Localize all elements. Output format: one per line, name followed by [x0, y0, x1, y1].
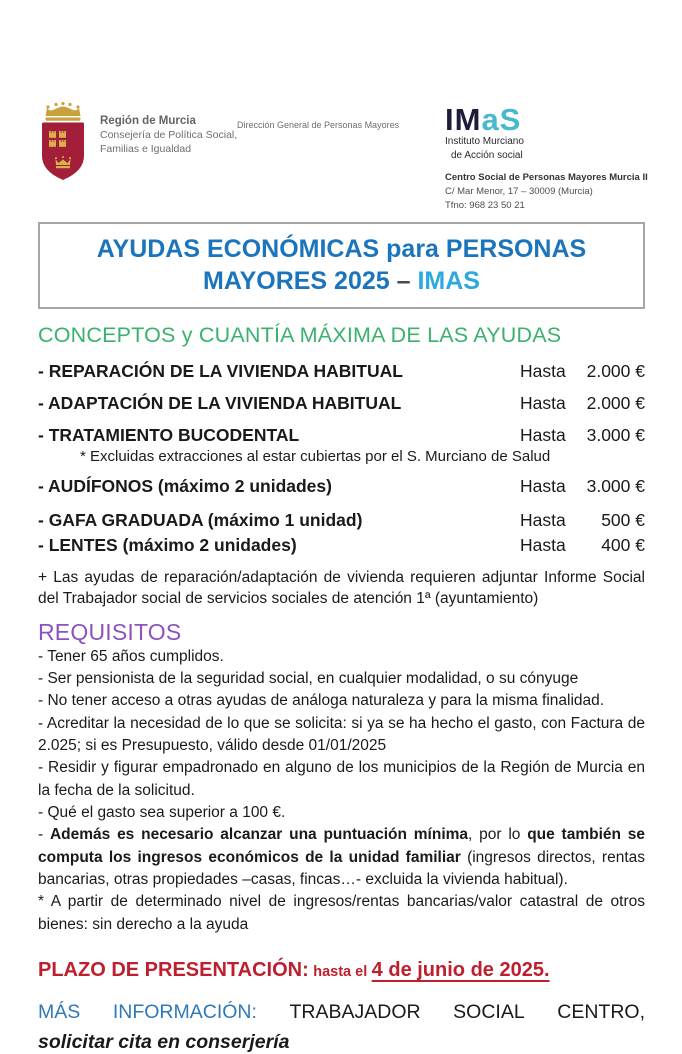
req7-seg2-bold: Además es necesario alcanzar una puntuación mínima [49, 826, 469, 844]
centro-social-block [445, 171, 648, 212]
req7-seg5: (ingresos directos, rentas bancarias, otras propiedades –casas, fincas…- excluida la vivienda habitual). [38, 848, 646, 888]
region-name: Región de Murcia [100, 115, 196, 127]
concept-row [38, 425, 645, 446]
centro-name: Centro Social de Personas Mayores Murcia II [445, 172, 648, 183]
amount-value: 3.000 € [586, 425, 645, 445]
concept-amount [520, 535, 645, 556]
title-box [38, 222, 645, 309]
requisito-item: - Residir y figurar empadronado en alguno de los municipios de la Región de Murcia en la fecha de la solicitud. [38, 759, 645, 799]
requisito-item: - Tener 65 años cumplidos. [38, 647, 224, 665]
mas-info-word4: SOCIAL [453, 1000, 525, 1023]
concept-label: - TRATAMIENTO BUCODENTAL [38, 425, 300, 445]
amount-value: 2.000 € [586, 361, 645, 381]
region-text-block [100, 114, 237, 188]
amount-prefix: Hasta [520, 476, 566, 496]
imas-instituto-line1: Instituto Murciano [445, 136, 524, 147]
concept-amount [520, 393, 645, 414]
concept-label: - LENTES (máximo 2 unidades) [38, 535, 297, 555]
amount-prefix: Hasta [520, 361, 566, 381]
concept-row [38, 535, 645, 556]
plazo-date: 4 de junio de 2025. [371, 958, 550, 981]
concept-row [38, 393, 645, 414]
concept-label: - ADAPTACIÓN DE LA VIVIENDA HABITUAL [38, 393, 402, 413]
document-content [0, 222, 682, 1054]
concept-row [38, 476, 645, 497]
imas-instituto-line2: de Acción social [451, 149, 523, 161]
title-line2 [46, 265, 637, 297]
imas-logo [445, 104, 648, 135]
concept-amount [520, 510, 645, 531]
mas-informacion-line [38, 1001, 645, 1024]
amount-prefix: Hasta [520, 425, 566, 445]
region-murcia-logo [38, 101, 237, 188]
mas-informacion-line2: solicitar cita en conserjería [38, 1030, 290, 1053]
requisito-item: * A partir de determinado nivel de ingresos/rentas bancarias/valor catastral de otros bienes: sin derecho a la ayuda [38, 893, 645, 933]
concept-amount [520, 476, 645, 497]
concept-note: * Excluidas extracciones al estar cubiertas por el S. Murciano de Salud [80, 448, 551, 465]
concept-amount [520, 425, 645, 446]
amount-prefix: Hasta [520, 510, 566, 530]
title-line2-blue: MAYORES 2025 [203, 267, 390, 295]
mas-info-word5: CENTRO, [557, 1000, 645, 1023]
plazo-label: PLAZO DE PRESENTACIÓN: [38, 958, 309, 981]
region-dept-line2: Familias e Igualdad [100, 142, 192, 155]
amount-value: 500 € [601, 510, 645, 530]
amount-value: 2.000 € [586, 393, 645, 413]
direccion-general-text: Dirección General de Personas Mayores [237, 120, 400, 130]
concept-label: - REPARACIÓN DE LA VIVIENDA HABITUAL [38, 361, 403, 381]
amount-prefix: Hasta [520, 393, 566, 413]
concept-amount [520, 361, 645, 382]
page-header [0, 0, 682, 216]
region-dept-line1: Consejería de Política Social, [100, 128, 238, 141]
requisito-item: - Ser pensionista de la seguridad social, en cualquier modalidad, o su cónyuge [38, 670, 579, 688]
requisito-item: - No tener acceso a otras ayudas de análoga naturaleza y para la misma finalidad. [38, 692, 605, 710]
plazo-line [38, 959, 645, 982]
title-dash: – [396, 267, 411, 295]
req7-seg4-bold: que también se computa los ingresos económicos de la unidad familiar [38, 826, 645, 866]
title-accent-imas: IMAS [417, 267, 480, 295]
amount-value: 3.000 € [586, 476, 645, 496]
concept-label: - GAFA GRADUADA (máximo 1 unidad) [38, 510, 363, 530]
requisito-item-mixed [38, 824, 645, 891]
centro-address: C/ Mar Menor, 17 – 30009 (Murcia) [445, 185, 593, 197]
concept-label: - AUDÍFONOS (máximo 2 unidades) [38, 476, 332, 496]
mas-info-word2: INFORMACIÓN: [112, 1000, 257, 1023]
req7-seg3: , por lo [468, 826, 528, 844]
centro-phone: Tfno: 968 23 50 21 [445, 199, 525, 211]
murcia-coat-of-arms-icon [38, 101, 88, 188]
imas-block [445, 104, 648, 212]
conceptos-footnote: + Las ayudas de reparación/adaptación de vivienda requieren adjuntar Informe Social del Trabajador social de servicios sociales de atención 1ª (ayuntamiento) [38, 569, 645, 608]
mas-info-word1: MÁS [38, 1000, 81, 1023]
imas-logo-dark-part: IM [445, 102, 482, 137]
concept-row [38, 361, 645, 382]
requisitos-heading: REQUISITOS [38, 618, 182, 645]
title-line1: AYUDAS ECONÓMICAS para PERSONAS [96, 235, 587, 263]
plazo-middle: hasta el [313, 963, 368, 980]
amount-value: 400 € [601, 535, 645, 555]
imas-logo-accent-part: aS [481, 102, 522, 137]
requisito-item: - Acreditar la necesidad de lo que se solicita: si ya se ha hecho el gasto, con Factura de 2.025; si es Presupuesto, válido desde 01/01/2025 [38, 714, 645, 754]
concept-row [38, 510, 645, 531]
req7-seg1: - [38, 826, 50, 844]
conceptos-heading: CONCEPTOS y CUANTÍA MÁXIMA DE LAS AYUDAS [38, 323, 562, 347]
mas-info-word3: TRABAJADOR [289, 1000, 421, 1023]
requisito-item: - Qué el gasto sea superior a 100 €. [38, 803, 286, 821]
amount-prefix: Hasta [520, 535, 566, 555]
